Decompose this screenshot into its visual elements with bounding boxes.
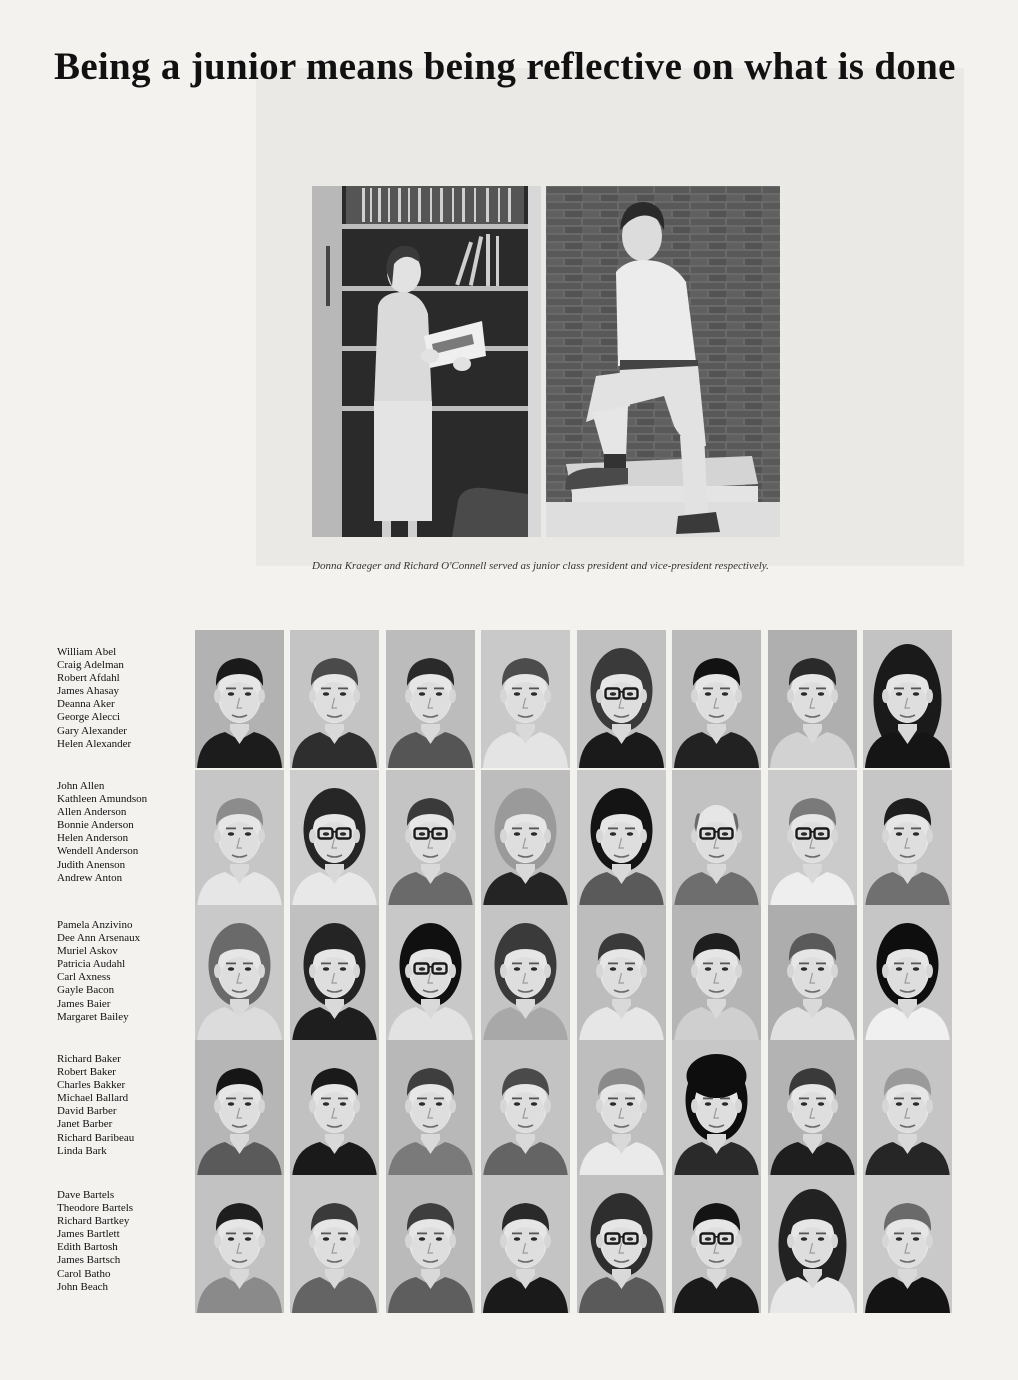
student-portrait [672, 1175, 761, 1313]
name-list-row-4 [57, 1053, 134, 1158]
student-name: William Abel [57, 646, 117, 658]
student-portrait [672, 905, 761, 1043]
student-portrait [577, 905, 666, 1043]
student-portrait [290, 1175, 379, 1313]
student-name: James Baier [57, 997, 111, 1010]
student-name: Linda Bark [57, 1144, 107, 1157]
portrait-row-3 [195, 905, 952, 1043]
student-name: Craig Adelman [57, 659, 124, 672]
student-portrait [768, 770, 857, 908]
student-portrait [386, 770, 475, 908]
student-portrait [386, 1040, 475, 1178]
student-portrait [672, 1040, 761, 1178]
student-name: Dee Ann Arsenaux [57, 932, 141, 945]
student-name: Kathleen Amundson [57, 793, 148, 806]
student-portrait [481, 1040, 570, 1178]
student-name: Charles Bakker [57, 1079, 126, 1092]
portrait-row-1 [195, 630, 952, 768]
portrait-row-5 [195, 1175, 952, 1313]
student-name: Margaret Bailey [57, 1010, 129, 1023]
student-name: Muriel Askov [57, 945, 118, 958]
student-name: Andrew Anton [57, 871, 123, 884]
student-portrait [577, 1175, 666, 1313]
student-name: James Ahasay [57, 685, 120, 698]
student-portrait [577, 1040, 666, 1178]
name-list-row-2 [57, 780, 147, 885]
student-name: Bonnie Anderson [57, 819, 134, 832]
name-list-row-3 [57, 919, 140, 1024]
student-name: James Bartlett [57, 1228, 120, 1241]
student-name: Theodore Bartels [57, 1202, 134, 1215]
student-portrait [768, 905, 857, 1043]
student-portrait [863, 1175, 952, 1313]
student-portrait [768, 1175, 857, 1313]
student-name: David Barber [57, 1105, 117, 1118]
photo-caption: Donna Kraeger and Richard O'Connell served as junior class president and vice-president respectively. [312, 560, 769, 572]
portrait-row-4 [195, 1040, 952, 1178]
student-portrait [672, 630, 761, 768]
student-portrait [863, 905, 952, 1043]
student-portrait [195, 905, 284, 1043]
student-portrait [481, 630, 570, 768]
student-portrait [672, 770, 761, 908]
student-name: John Beach [57, 1280, 109, 1293]
student-portrait [863, 1040, 952, 1178]
student-portrait [481, 905, 570, 1043]
student-name: Wendell Anderson [57, 845, 139, 858]
student-portrait [195, 1040, 284, 1178]
student-name: Carl Axness [57, 971, 111, 984]
student-name: Janet Barber [57, 1118, 113, 1131]
student-name: Deanna Aker [57, 698, 115, 711]
student-portrait [863, 630, 952, 768]
student-portrait [195, 770, 284, 908]
student-name: John Allen [57, 780, 105, 792]
student-portrait [290, 1040, 379, 1178]
student-portrait [768, 1040, 857, 1178]
student-portrait [195, 1175, 284, 1313]
student-portrait [577, 630, 666, 768]
student-name: Pamela Anzivino [57, 919, 133, 931]
student-portrait [768, 630, 857, 768]
student-name: Richard Baker [57, 1053, 121, 1065]
student-name: Edith Bartosh [57, 1241, 118, 1254]
student-name: Gary Alexander [57, 724, 127, 737]
student-portrait [481, 770, 570, 908]
student-portrait [290, 630, 379, 768]
student-name: Dave Bartels [57, 1189, 115, 1201]
student-name: Richard Baribeau [57, 1131, 135, 1144]
student-name: Helen Alexander [57, 737, 132, 750]
student-name: George Alecci [57, 711, 121, 724]
photo-class-vice-president [546, 186, 780, 537]
student-name: Gayle Bacon [57, 984, 115, 997]
name-list-row-5 [57, 1189, 133, 1294]
student-name: Robert Afdahl [57, 672, 120, 685]
student-name: James Bartsch [57, 1254, 121, 1267]
student-portrait [195, 630, 284, 768]
student-portrait [863, 770, 952, 908]
student-name: Michael Ballard [57, 1092, 129, 1105]
student-name: Carol Batho [57, 1267, 111, 1280]
student-name: Richard Bartkey [57, 1215, 130, 1228]
page-title: Being a junior means being reflective on what is done [54, 45, 956, 88]
name-list-row-1 [57, 646, 131, 751]
student-name: Allen Anderson [57, 806, 127, 819]
student-portrait [481, 1175, 570, 1313]
student-name: Robert Baker [57, 1066, 116, 1079]
student-name: Judith Anenson [57, 858, 126, 871]
portrait-row-2 [195, 770, 952, 908]
student-portrait [290, 905, 379, 1043]
student-name: Helen Anderson [57, 832, 129, 845]
student-portrait [386, 630, 475, 768]
photo-class-president [312, 186, 541, 537]
student-portrait [577, 770, 666, 908]
student-name: Patricia Audahl [57, 958, 126, 971]
student-portrait [386, 1175, 475, 1313]
student-portrait [290, 770, 379, 908]
student-portrait [386, 905, 475, 1043]
